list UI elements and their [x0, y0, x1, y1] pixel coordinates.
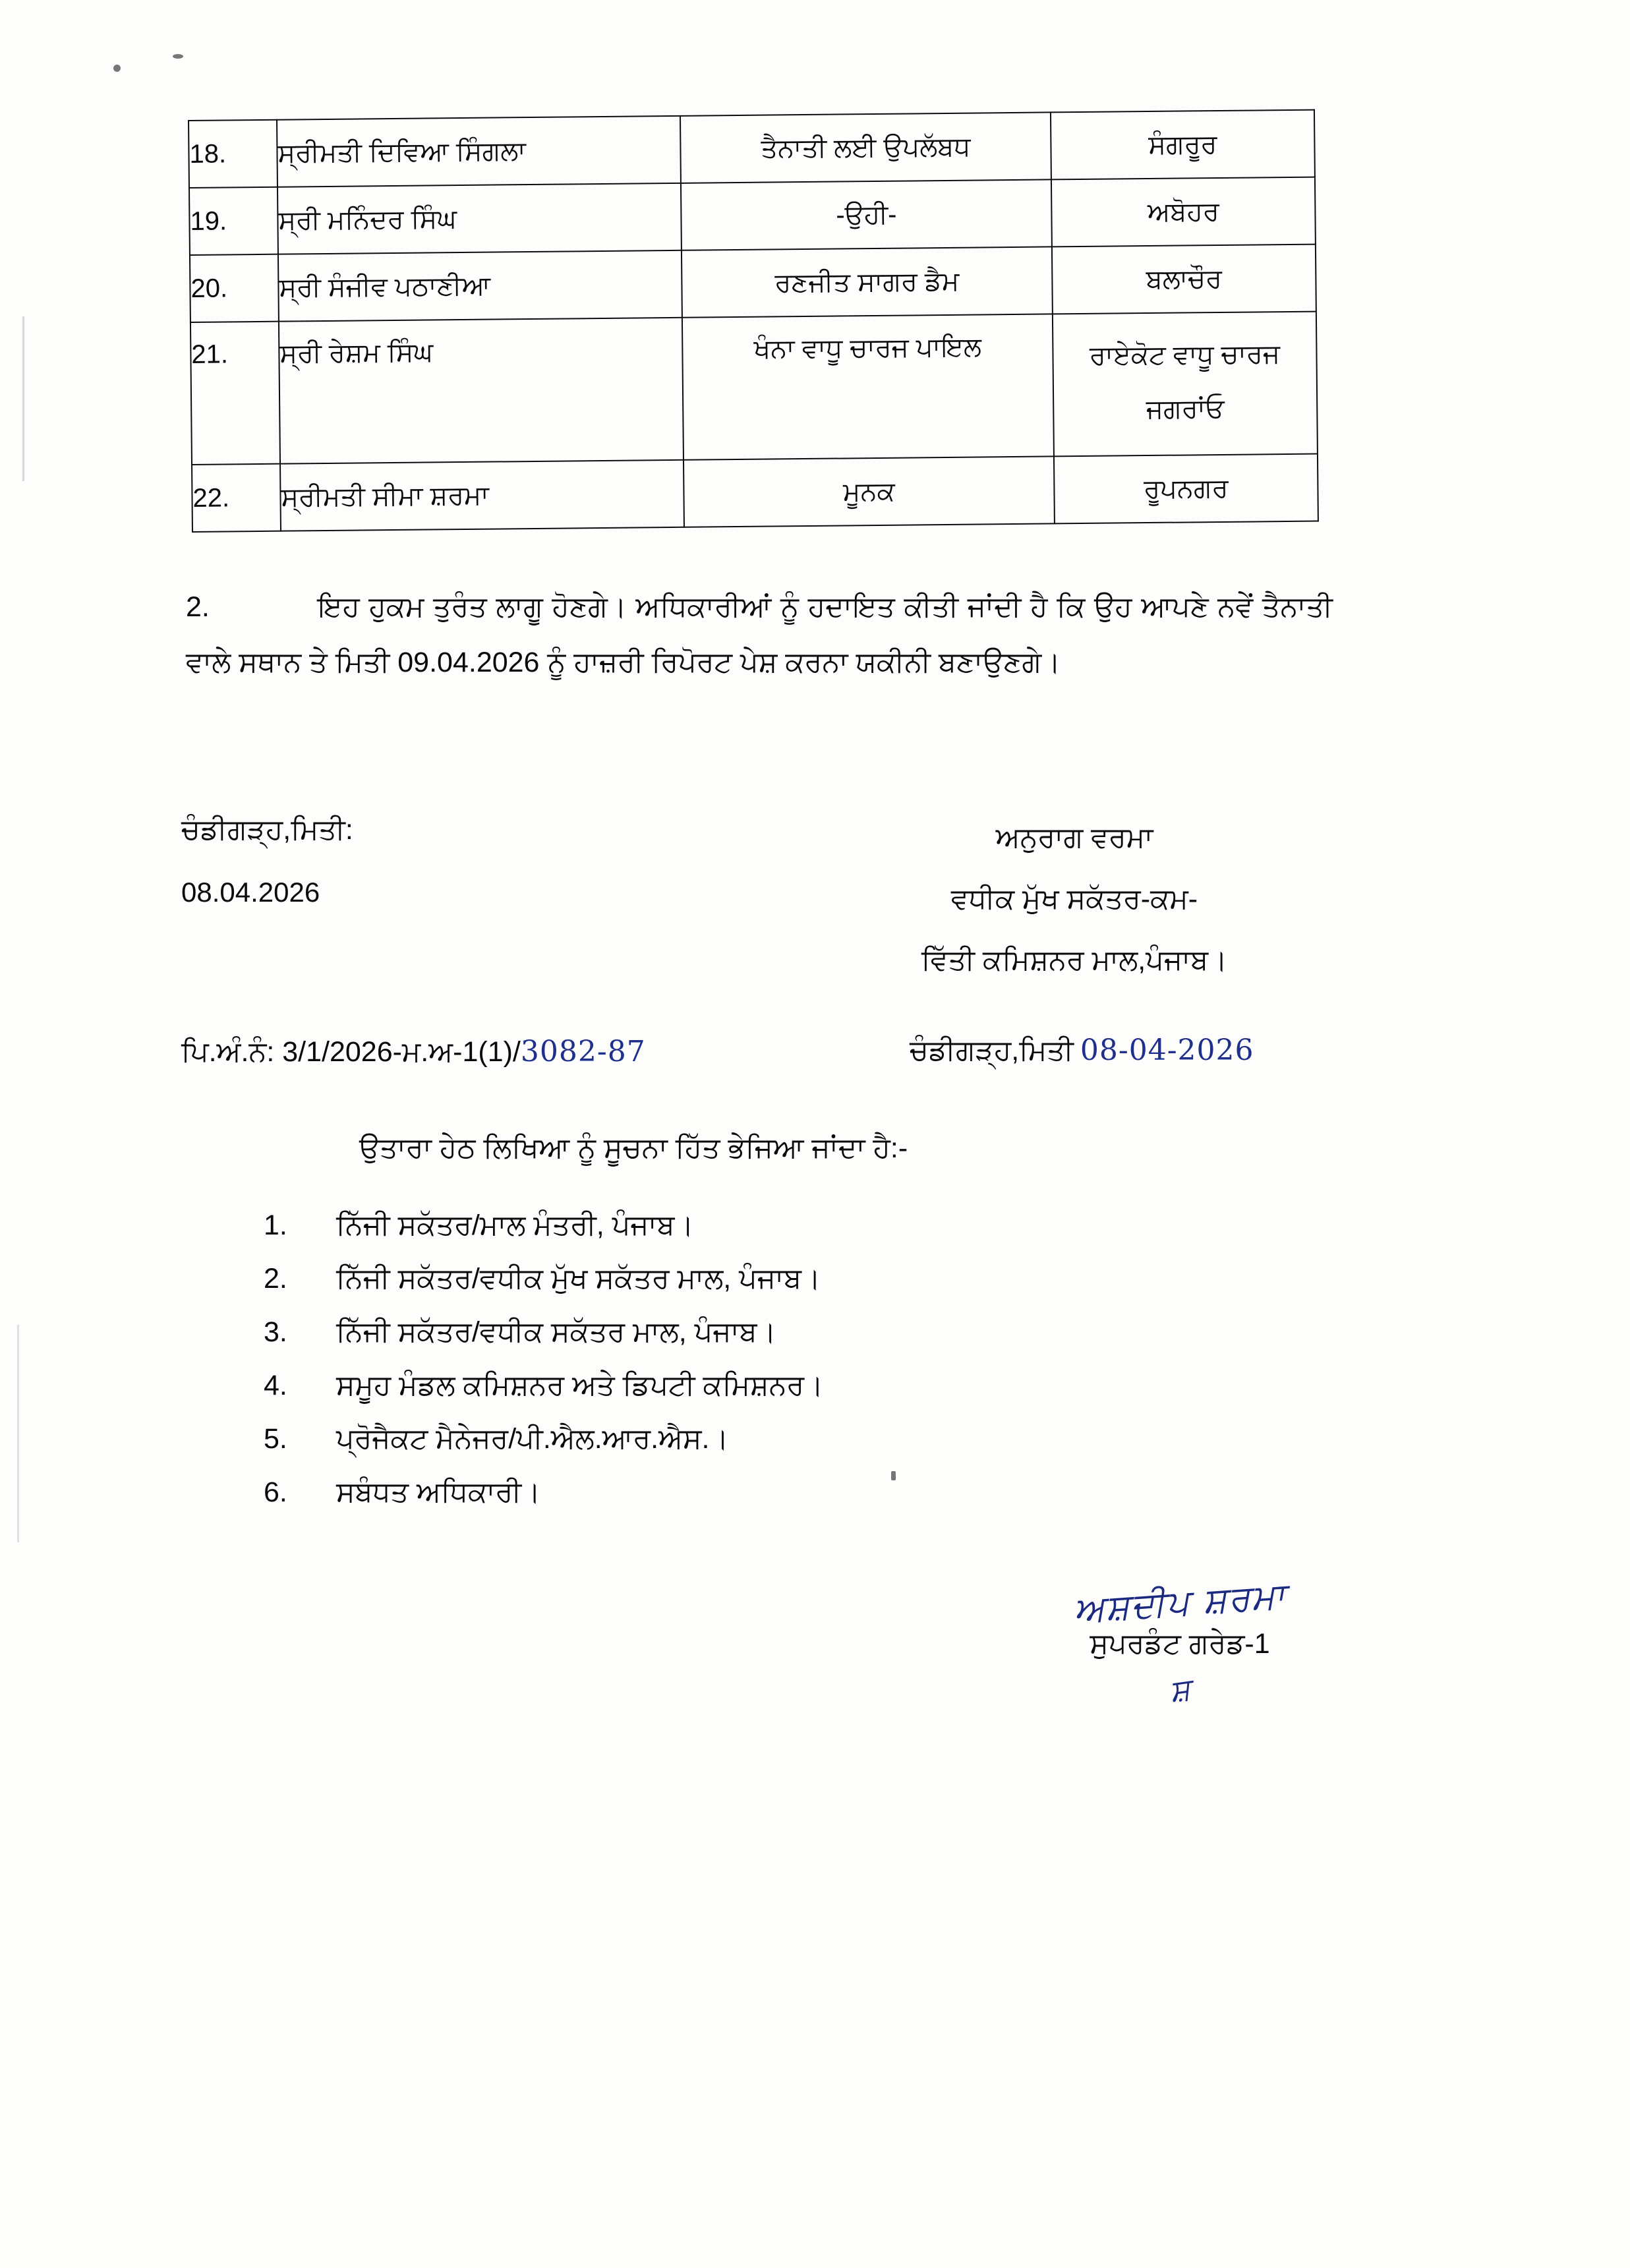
reference-number: [181, 1035, 646, 1068]
cell-new-posting: ਅਬੋਹਰ: [1051, 177, 1316, 247]
table-row: [192, 454, 1318, 532]
clause-text: ਇਹ ਹੁਕਮ ਤੁਰੰਤ ਲਾਗੂ ਹੋਣਗੇ। ਅਧਿਕਾਰੀਆਂ ਨੂੰ ਹਦਾਇਤ ਕੀਤੀ ਜਾਂਦੀ ਹੈ ਕਿ ਉਹ ਆਪਣੇ ਨਵੇਂ ਤੈਨਾਤੀ ਵਾਲੇ ਸਥਾਨ ਤੇ ਮਿਤੀ 09.04.2026 ਨੂੰ ਹਾਜ਼ਰੀ ਰਿਪੋਰਟ ਪੇਸ਼ ਕਰਨਾ ਯਕੀਨੀ ਬਣਾਉਣਗੇ।: [186, 591, 1333, 678]
list-item-label: ਸਬੰਧਤ ਅਧਿਕਾਰੀ।: [336, 1476, 541, 1508]
cell-officer-name: ਸ੍ਰੀਮਤੀ ਦਿਵਿਆ ਸਿੰਗਲਾ: [277, 116, 681, 187]
handwritten-signature: ਅਸ਼ਦੀਪ ਸ਼ਰਮਾ: [1072, 1574, 1288, 1631]
cell-present-posting: -ਉਹੀ-: [681, 179, 1052, 250]
cell-present-posting: ਖੰਨਾ ਵਾਧੂ ਚਾਰਜ ਪਾਇਲ: [682, 314, 1054, 459]
scan-speck: [173, 54, 183, 59]
cell-serial: 18.: [189, 120, 277, 188]
signature-flourish: ਸ਼: [1167, 1671, 1192, 1709]
cell-new-posting: ਬਲਾਚੌਰ: [1052, 245, 1316, 314]
reference-number-handwritten: 3082-87: [520, 1035, 646, 1068]
list-item-label: ਨਿੱਜੀ ਸਕੱਤਰ/ਵਧੀਕ ਮੁੱਖ ਸਕੱਤਰ ਮਾਲ, ਪੰਜਾਬ।: [336, 1263, 821, 1294]
list-item-label: ਨਿੱਜੀ ਸਕੱਤਰ/ਮਾਲ ਮੰਤਰੀ, ਪੰਜਾਬ।: [336, 1209, 694, 1241]
place-date-block: [181, 816, 353, 906]
scan-speck: [113, 65, 121, 72]
list-item: [264, 1423, 1252, 1476]
paragraph-clause-2: [186, 580, 1333, 691]
cell-officer-name: ਸ੍ਰੀਮਤੀ ਸੀਮਾ ਸ਼ਰਮਾ: [280, 460, 684, 531]
scan-edge-artifact: [17, 1325, 19, 1542]
place-label: ਚੰਡੀਗੜ੍ਹ,ਮਿਤੀ:: [181, 814, 353, 846]
cell-new-posting: ਰੂਪਨਗਰ: [1054, 454, 1318, 524]
table-row: [190, 312, 1318, 465]
list-item: [264, 1316, 1252, 1370]
list-item-index: 3.: [264, 1316, 287, 1348]
cell-serial: 19.: [189, 187, 278, 255]
signatory-block: [791, 824, 1358, 975]
cell-serial: 20.: [190, 254, 279, 322]
dispatch-place-label: ਚੰਡੀਗੜ੍ਹ,ਮਿਤੀ: [910, 1035, 1074, 1066]
table-row: [189, 177, 1316, 255]
scan-edge-artifact: [22, 316, 24, 481]
cell-officer-name: ਸ੍ਰੀ ਮਨਿੰਦਰ ਸਿੰਘ: [277, 183, 682, 254]
table-row: [189, 110, 1315, 188]
superintendent-signature-block: [975, 1574, 1384, 1709]
cell-present-posting: ਮੂਨਕ: [684, 456, 1055, 527]
issue-date: 08.04.2026: [181, 877, 320, 908]
transfer-table-container: [188, 109, 1312, 533]
list-item-index: 1.: [264, 1209, 287, 1241]
cell-serial: 21.: [190, 322, 280, 465]
transfer-table: [188, 109, 1319, 533]
cell-serial: 22.: [192, 464, 281, 532]
list-item-label: ਪ੍ਰੋਜੈਕਟ ਮੈਨੇਜਰ/ਪੀ.ਐਲ.ਆਰ.ਐਸ.।: [336, 1423, 729, 1455]
cell-new-posting: ਰਾਏਕੋਟ ਵਾਧੂ ਚਾਰਜ ਜਗਰਾਂਓ: [1053, 312, 1318, 457]
copy-to-list: [264, 1209, 1252, 1530]
copy-to-intro: ਉਤਾਰਾ ਹੇਠ ਲਿਖਿਆ ਨੂੰ ਸੂਚਨਾ ਹਿੱਤ ਭੇਜਿਆ ਜਾਂਦਾ ਹੈ:-: [359, 1132, 908, 1164]
list-item-index: 5.: [264, 1423, 287, 1455]
scan-speck: [891, 1471, 896, 1480]
list-item: [264, 1263, 1252, 1316]
signatory-name: ਅਨੁਰਾਗ ਵਰਮਾ: [995, 822, 1153, 854]
cell-present-posting: ਰਣਜੀਤ ਸਾਗਰ ਡੈਮ: [682, 247, 1053, 317]
list-item-label: ਸਮੂਹ ਮੰਡਲ ਕਮਿਸ਼ਨਰ ਅਤੇ ਡਿਪਟੀ ਕਮਿਸ਼ਨਰ।: [336, 1370, 824, 1401]
signature-caption: ਸੁਪਰਡੰਟ ਗਰੇਡ-1: [1090, 1628, 1270, 1660]
dispatch-date-handwritten: 08-04-2026: [1080, 1033, 1254, 1067]
table-row: [190, 245, 1316, 322]
signatory-designation-line1: ਵਧੀਕ ਮੁੱਖ ਸਕੱਤਰ-ਕਮ-: [950, 883, 1198, 915]
list-item: [264, 1209, 1252, 1263]
dispatch-dateline: [910, 1033, 1254, 1067]
list-item: [264, 1370, 1252, 1423]
list-item-index: 4.: [264, 1370, 287, 1401]
list-item-label: ਨਿੱਜੀ ਸਕੱਤਰ/ਵਧੀਕ ਸਕੱਤਰ ਮਾਲ, ਪੰਜਾਬ।: [336, 1316, 776, 1348]
signatory-designation-line2: ਵਿੱਤੀ ਕਮਿਸ਼ਨਰ ਮਾਲ,ਪੰਜਾਬ।: [921, 945, 1228, 976]
clause-number: 2.: [186, 591, 210, 623]
list-item-index: 6.: [264, 1476, 287, 1508]
cell-new-posting: ਸੰਗਰੂਰ: [1051, 110, 1315, 180]
list-item-index: 2.: [264, 1263, 287, 1294]
cell-officer-name: ਸ੍ਰੀ ਸੰਜੀਵ ਪਠਾਣੀਆ: [278, 250, 682, 322]
list-item: [264, 1476, 1252, 1530]
cell-present-posting: ਤੈਨਾਤੀ ਲਈ ਉਪਲੱਬਧ: [680, 112, 1051, 183]
cell-officer-name: ਸ੍ਰੀ ਰੇਸ਼ਮ ਸਿੰਘ: [279, 318, 684, 464]
reference-number-printed: ਪਿ.ਅੰ.ਨੰ: 3/1/2026-ਮ.ਅ-1(1)/: [181, 1036, 521, 1068]
